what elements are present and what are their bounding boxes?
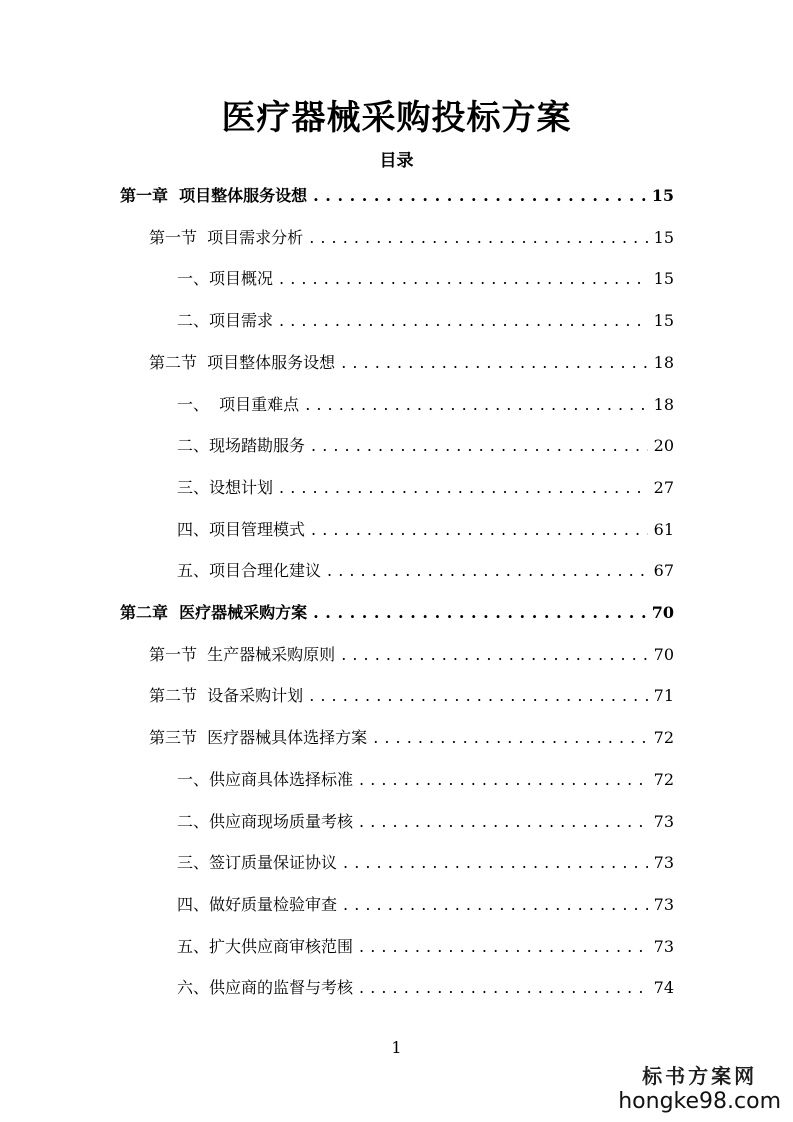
toc-entry-page-number: 70: [653, 644, 674, 664]
toc-entry-label: 四、项目管理模式: [177, 519, 306, 539]
toc-entry[interactable]: [177, 392, 674, 420]
toc-dot-leader: [311, 436, 648, 455]
toc-dot-leader: [359, 770, 648, 789]
toc-entry-page-number: 73: [653, 853, 674, 873]
toc-entry-label: 第三节 医疗器械具体选择方案: [149, 728, 368, 748]
toc-entry-page-number: 15: [651, 186, 674, 205]
toc-dot-leader: [309, 228, 647, 247]
toc-entry[interactable]: [177, 850, 674, 878]
toc-dot-leader: [327, 561, 648, 580]
toc-entry[interactable]: [177, 517, 674, 545]
toc-entry[interactable]: [177, 767, 674, 795]
toc-entry-label: 第一章 项目整体服务设想: [120, 186, 308, 205]
toc-entry-page-number: 70: [651, 603, 674, 622]
toc-dot-leader: [279, 269, 648, 288]
watermark-url: hongke98.com: [618, 1089, 781, 1114]
document-title: 医疗器械采购投标方案: [221, 98, 572, 138]
toc-entry[interactable]: [149, 725, 674, 753]
toc-entry-label: 第一节 生产器械采购原则: [149, 644, 336, 664]
toc-entry-label: 一、 项目重难点: [177, 394, 300, 414]
watermark-logo: [618, 1060, 781, 1114]
toc-dot-leader: [341, 353, 647, 372]
toc-entry[interactable]: [177, 266, 674, 294]
toc-entry[interactable]: [177, 975, 674, 1003]
toc-entry-label: 第二章 医疗器械采购方案: [120, 603, 308, 622]
toc-entry[interactable]: [177, 475, 674, 503]
toc-dot-leader: [311, 520, 648, 539]
toc-heading: 目录: [379, 151, 414, 171]
toc-entry-label: 四、做好质量检验审查: [177, 894, 338, 914]
toc-entry-label: 二、供应商现场质量考核: [177, 811, 354, 831]
toc-dot-leader: [279, 311, 648, 330]
toc-dot-leader: [343, 895, 648, 914]
toc-entry-label: 第二节 设备采购计划: [149, 686, 304, 706]
toc-entry[interactable]: [177, 892, 674, 920]
toc-dot-leader: [313, 603, 646, 622]
toc-entry-label: 五、项目合理化建议: [177, 561, 322, 581]
toc-entry-label: 二、现场踏勘服务: [177, 436, 306, 456]
toc-entry-label: 五、扩大供应商审核范围: [177, 936, 354, 956]
toc-dot-leader: [279, 478, 648, 497]
toc-entry-page-number: 73: [653, 936, 674, 956]
toc-entry-page-number: 15: [653, 311, 674, 331]
toc-entry[interactable]: [149, 225, 674, 253]
toc-dot-leader: [341, 645, 647, 664]
toc-dot-leader: [305, 395, 647, 414]
toc-entry[interactable]: [149, 642, 674, 670]
toc-entry-page-number: 15: [653, 227, 674, 247]
toc-entry-page-number: 20: [653, 436, 674, 456]
toc-entry-page-number: 72: [653, 728, 674, 748]
toc-entry-page-number: 73: [653, 894, 674, 914]
toc-entry[interactable]: [149, 683, 674, 711]
toc-entry[interactable]: [177, 558, 674, 586]
toc-entry[interactable]: [177, 809, 674, 837]
toc-entry-label: 一、项目概况: [177, 269, 274, 289]
toc-entry-label: 三、设想计划: [177, 477, 274, 497]
toc-entry[interactable]: [177, 934, 674, 962]
toc-dot-leader: [359, 937, 648, 956]
toc-dot-leader: [359, 812, 648, 831]
toc-entry-label: 第二节 项目整体服务设想: [149, 352, 336, 372]
toc-entry[interactable]: [120, 600, 674, 628]
toc-entry-page-number: 18: [653, 352, 674, 372]
toc-entry[interactable]: [177, 433, 674, 461]
toc-dot-leader: [373, 728, 647, 747]
toc-dot-leader: [343, 853, 648, 872]
toc-entry-page-number: 72: [653, 769, 674, 789]
toc-entry-page-number: 18: [653, 394, 674, 414]
toc-entry-page-number: 71: [653, 686, 674, 706]
toc-entry-page-number: 61: [653, 519, 674, 539]
toc-entry-page-number: 27: [653, 477, 674, 497]
toc-entry-label: 第一节 项目需求分析: [149, 227, 304, 247]
toc-entry-label: 二、项目需求: [177, 311, 274, 331]
toc-entry-page-number: 73: [653, 811, 674, 831]
toc-entry[interactable]: [120, 183, 674, 211]
toc-entry-label: 六、供应商的监督与考核: [177, 978, 354, 998]
toc-entry-page-number: 67: [653, 561, 674, 581]
watermark-site-name: 标书方案网: [642, 1064, 758, 1088]
toc-entry-page-number: 15: [653, 269, 674, 289]
toc-entry[interactable]: [177, 308, 674, 336]
toc-dot-leader: [313, 186, 646, 205]
toc-entry[interactable]: [149, 350, 674, 378]
page-number: 1: [391, 1038, 402, 1057]
toc-dot-leader: [309, 686, 647, 705]
toc-entry-page-number: 74: [653, 978, 674, 998]
toc-dot-leader: [359, 978, 648, 997]
toc-entry-label: 三、签订质量保证协议: [177, 853, 338, 873]
toc-entry-label: 一、供应商具体选择标准: [177, 769, 354, 789]
